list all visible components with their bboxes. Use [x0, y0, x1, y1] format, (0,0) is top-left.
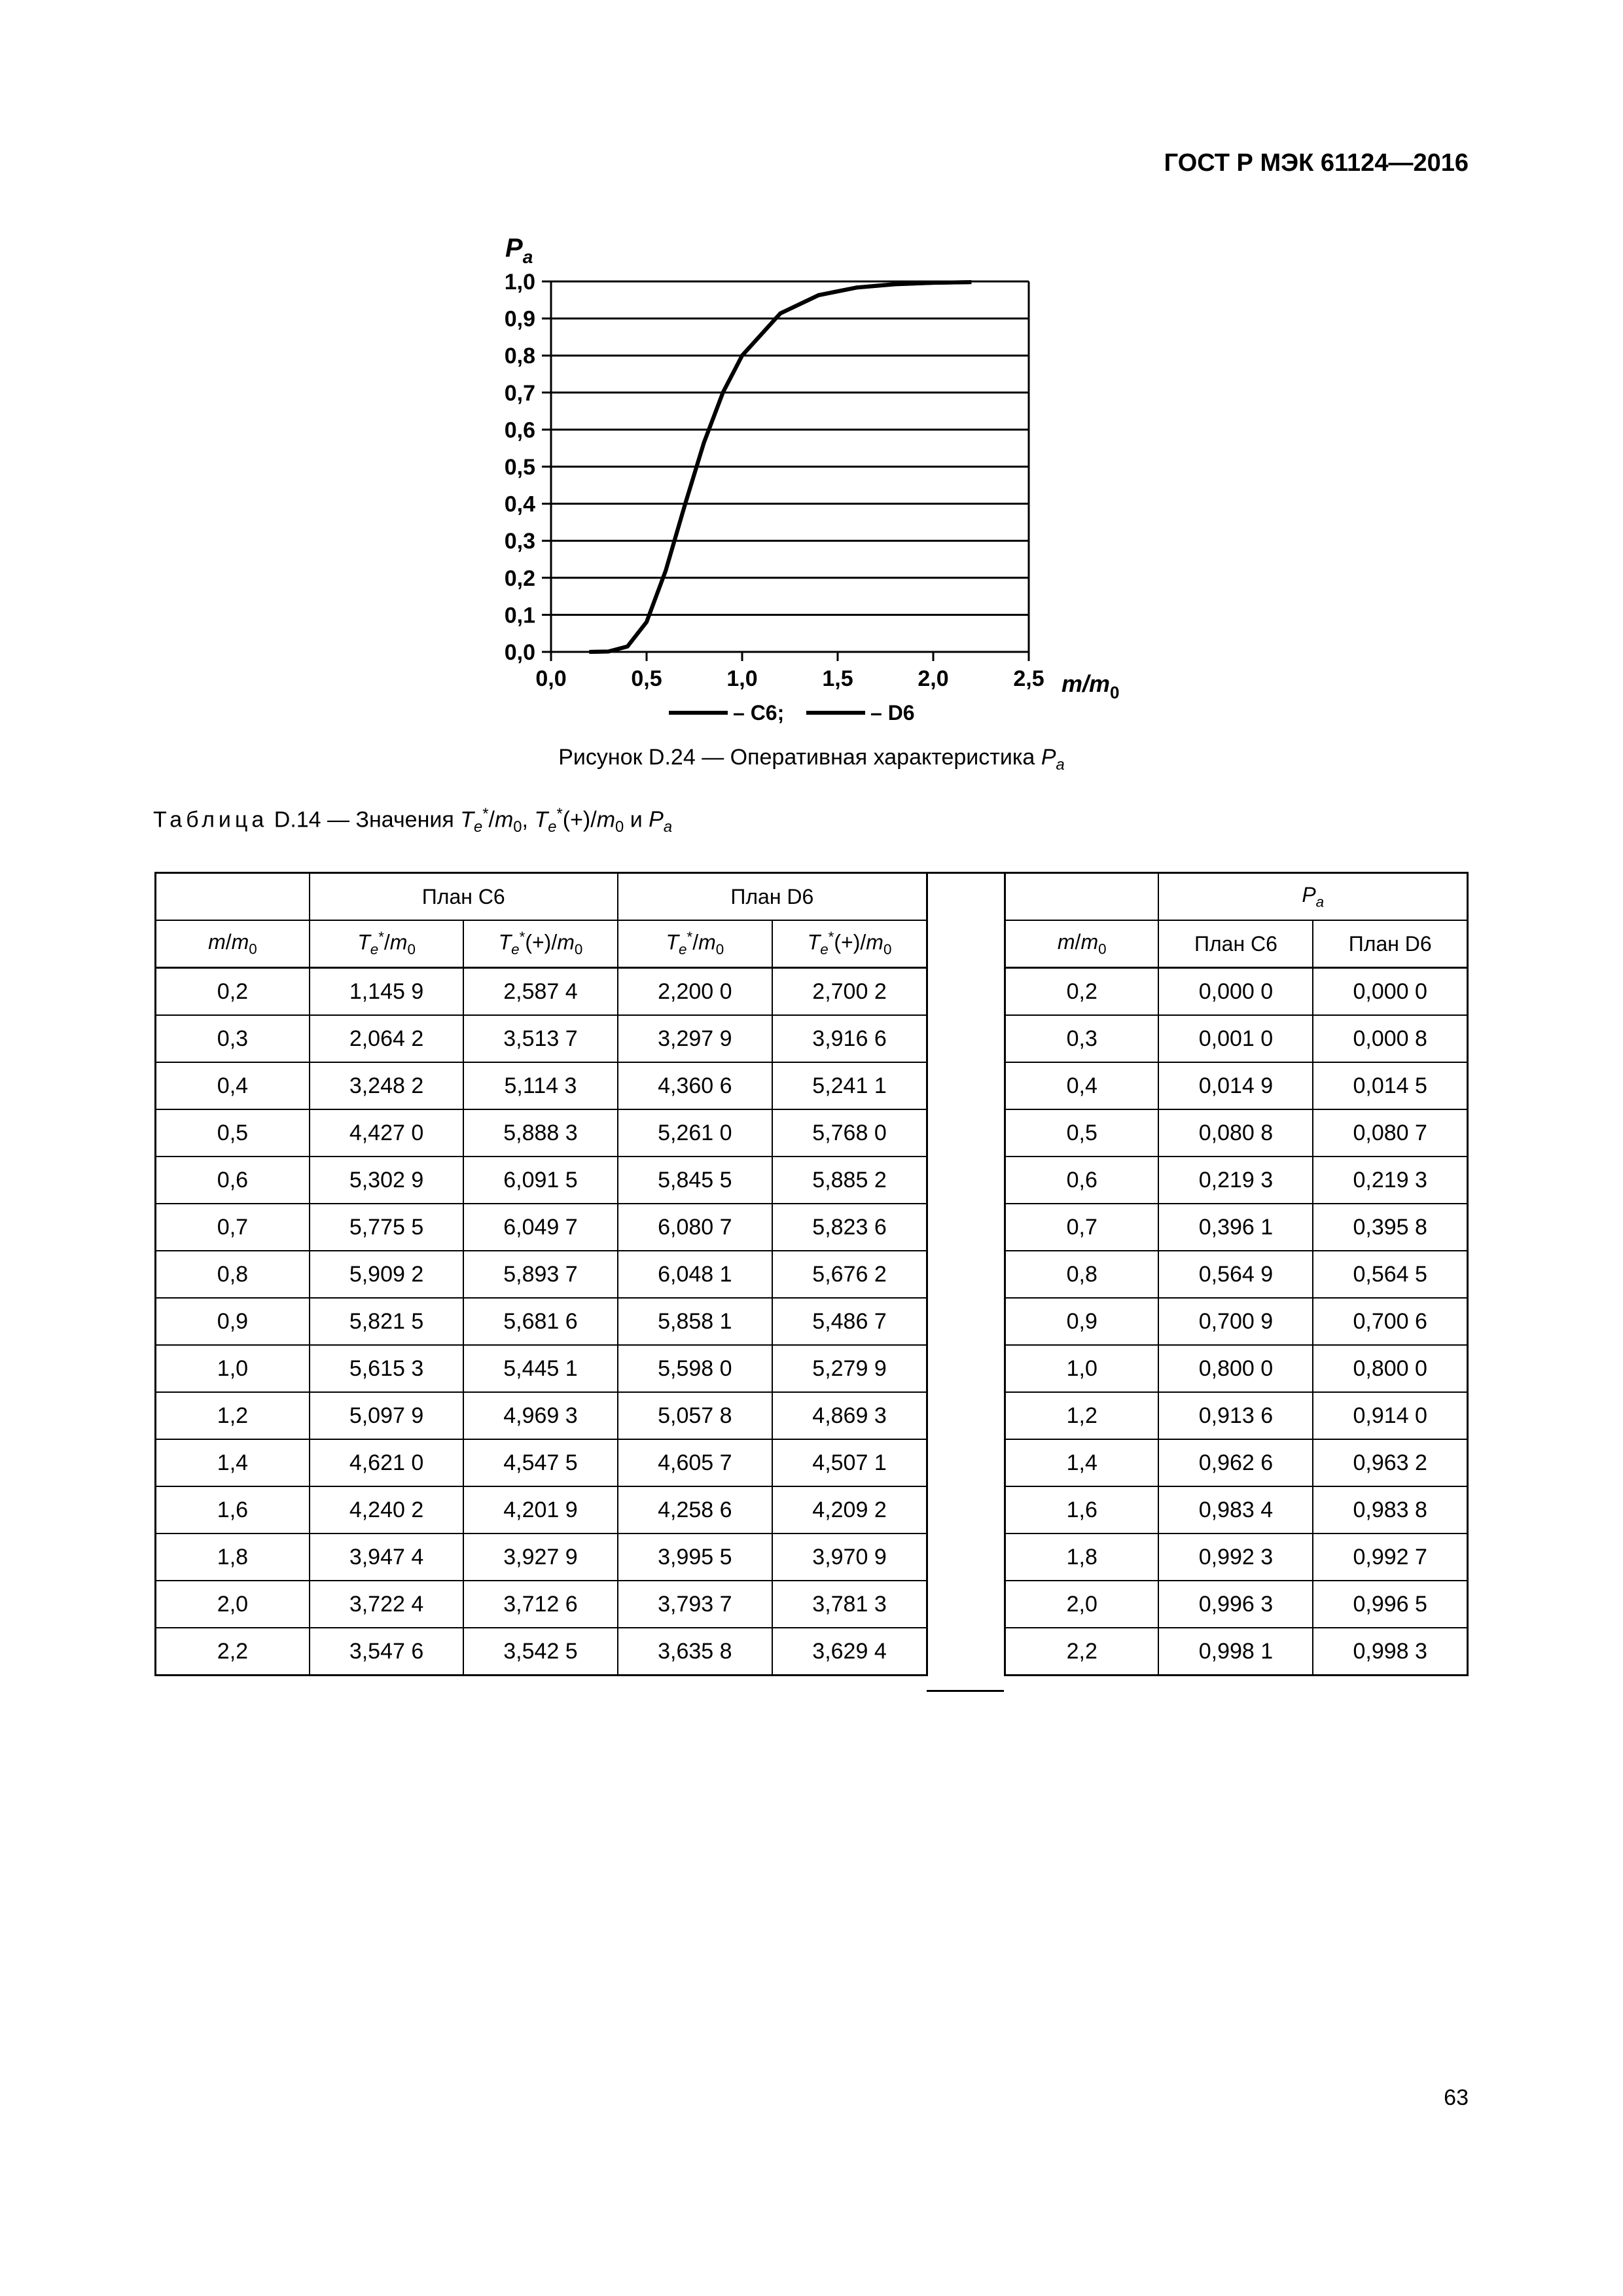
header-plan-d6-pa: План D6 — [1313, 920, 1467, 968]
x-axis-label: $m/m_0$ — [1061, 670, 1120, 702]
table-row — [1005, 1298, 1468, 1345]
table-cell: 4,507 1 — [772, 1439, 927, 1486]
table-cell: 5,445 1 — [463, 1345, 617, 1392]
table-row — [1005, 1581, 1468, 1628]
table-cell: 4,360 6 — [618, 1062, 772, 1109]
header-empty-cell — [156, 873, 310, 921]
table-cell: 0,983 4 — [1158, 1486, 1313, 1534]
table-cell: 5,598 0 — [618, 1345, 772, 1392]
table-cell: 2,0 — [156, 1581, 310, 1628]
table-cell: 5,279 9 — [772, 1345, 927, 1392]
table-cell: 0,992 3 — [1158, 1534, 1313, 1581]
header-m-m0: $m/m_0$ — [156, 920, 310, 968]
table-cell: 0,8 — [156, 1251, 310, 1298]
table-cell: 1,8 — [1005, 1534, 1159, 1581]
table-cell: 5,057 8 — [618, 1392, 772, 1439]
table-row — [156, 1628, 927, 1676]
table-cell: 5,858 1 — [618, 1298, 772, 1345]
header-m-m0: $m/m_0$ — [1005, 920, 1159, 968]
header-plan-c6-pa: План C6 — [1158, 920, 1313, 968]
table-cell: 0,800 0 — [1313, 1345, 1467, 1392]
table-cell: 5,909 2 — [310, 1251, 463, 1298]
legend-c6-label: – C6; — [733, 701, 785, 725]
table-cell: 0,5 — [1005, 1109, 1159, 1157]
table-cell: 0,998 3 — [1313, 1628, 1467, 1676]
table-cell: 3,712 6 — [463, 1581, 617, 1628]
y-tick-label: 0,3 — [504, 529, 535, 554]
table-cell: 0,014 5 — [1313, 1062, 1467, 1109]
table-row — [156, 968, 927, 1016]
table-cell: 3,542 5 — [463, 1628, 617, 1676]
y-axis-label: $P_a$ — [505, 234, 533, 267]
table-cell: 0,998 1 — [1158, 1628, 1313, 1676]
table-cell: 4,209 2 — [772, 1486, 927, 1534]
table-cell: 0,219 3 — [1158, 1157, 1313, 1204]
table-cell: 1,4 — [1005, 1439, 1159, 1486]
figure-caption — [0, 745, 1623, 774]
table-cell: 5,302 9 — [310, 1157, 463, 1204]
x-tick-label: 2,0 — [918, 666, 949, 691]
table-cell: 0,996 3 — [1158, 1581, 1313, 1628]
y-tick-label: 0,6 — [504, 418, 535, 443]
table-row — [1005, 1157, 1468, 1204]
document-code: ГОСТ Р МЭК 61124—2016 — [1164, 149, 1469, 177]
table-row — [156, 1392, 927, 1439]
table-cell: 0,3 — [156, 1015, 310, 1062]
table-cell: 3,297 9 — [618, 1015, 772, 1062]
table-cell: 1,0 — [156, 1345, 310, 1392]
table-cell: 4,240 2 — [310, 1486, 463, 1534]
header-te-plus-m0-c6: $T_e^*(+)/m_0$ — [463, 920, 617, 968]
table-cell: 3,947 4 — [310, 1534, 463, 1581]
table-cell: 3,722 4 — [310, 1581, 463, 1628]
table-cell: 3,927 9 — [463, 1534, 617, 1581]
y-tick-label: 0,7 — [504, 380, 535, 406]
table-cell: 2,2 — [156, 1628, 310, 1676]
table-row — [1005, 1345, 1468, 1392]
table-cell: 0,080 7 — [1313, 1109, 1467, 1157]
table-cell: 5,768 0 — [772, 1109, 927, 1157]
table-cell: 3,781 3 — [772, 1581, 927, 1628]
table-cell: 0,4 — [1005, 1062, 1159, 1109]
figure-caption-symbol: $P_a$ — [1041, 745, 1065, 774]
table-cell: 0,983 8 — [1313, 1486, 1467, 1534]
table-cell: 1,8 — [156, 1534, 310, 1581]
table-row — [1005, 1251, 1468, 1298]
table-cell: 5,893 7 — [463, 1251, 617, 1298]
table-cell: 6,049 7 — [463, 1204, 617, 1251]
table-cell: 3,970 9 — [772, 1534, 927, 1581]
operating-characteristic-chart — [0, 0, 1623, 740]
table-cell: 0,6 — [1005, 1157, 1159, 1204]
table-row — [156, 1581, 927, 1628]
table-cell: 3,513 7 — [463, 1015, 617, 1062]
table-cell: 1,4 — [156, 1439, 310, 1486]
table-cell: 3,916 6 — [772, 1015, 927, 1062]
header-te-plus-m0-d6: $T_e^*(+)/m_0$ — [772, 920, 927, 968]
table-cell: 0,000 0 — [1313, 968, 1467, 1016]
table-row — [1005, 1486, 1468, 1534]
table-row — [1005, 1534, 1468, 1581]
table-cell: 0,564 9 — [1158, 1251, 1313, 1298]
table-cell: 0,000 8 — [1313, 1015, 1467, 1062]
header-empty-cell — [1005, 873, 1159, 921]
header-plan-c6: План C6 — [310, 873, 618, 921]
header-pa: $P_a$ — [1158, 873, 1467, 921]
table-row — [156, 1204, 927, 1251]
x-tick-label: 0,0 — [535, 666, 567, 691]
table-cell: 5,888 3 — [463, 1109, 617, 1157]
page-number: 63 — [1444, 2085, 1469, 2110]
table-cell: 4,621 0 — [310, 1439, 463, 1486]
table-title-prefix: Таблица — [153, 807, 268, 833]
y-tick-label: 0,2 — [504, 565, 535, 591]
table-cell: 5,261 0 — [618, 1109, 772, 1157]
values-table-te — [154, 872, 928, 1676]
table-cell: 0,014 9 — [1158, 1062, 1313, 1109]
y-tick-label: 1,0 — [504, 270, 535, 295]
y-tick-label: 0,0 — [504, 640, 535, 665]
table-cell: 5,885 2 — [772, 1157, 927, 1204]
table-cell: 3,635 8 — [618, 1628, 772, 1676]
table-cell: 4,547 5 — [463, 1439, 617, 1486]
header-te-m0-c6: $T_e^*/m_0$ — [310, 920, 463, 968]
x-tick-label: 2,5 — [1013, 666, 1044, 691]
table-cell: 6,091 5 — [463, 1157, 617, 1204]
table-cell: 0,000 0 — [1158, 968, 1313, 1016]
table-cell: 0,7 — [1005, 1204, 1159, 1251]
x-tick-label: 1,5 — [822, 666, 853, 691]
table-cell: 0,996 5 — [1313, 1581, 1467, 1628]
table-row — [156, 1251, 927, 1298]
table-cell: 5,681 6 — [463, 1298, 617, 1345]
table-cell: 4,605 7 — [618, 1439, 772, 1486]
table-cell: 2,2 — [1005, 1628, 1159, 1676]
table-cell: 0,9 — [1005, 1298, 1159, 1345]
table-cell: 4,969 3 — [463, 1392, 617, 1439]
y-tick-label: 0,9 — [504, 306, 535, 332]
table-cell: 0,9 — [156, 1298, 310, 1345]
table-row — [156, 1062, 927, 1109]
table-cell: 0,962 6 — [1158, 1439, 1313, 1486]
table-cell: 4,201 9 — [463, 1486, 617, 1534]
table-cell: 0,700 9 — [1158, 1298, 1313, 1345]
table-cell: 5,823 6 — [772, 1204, 927, 1251]
table-cell: 4,869 3 — [772, 1392, 927, 1439]
table-cell: 0,395 8 — [1313, 1204, 1467, 1251]
table-cell: 0,800 0 — [1158, 1345, 1313, 1392]
table-cell: 0,913 6 — [1158, 1392, 1313, 1439]
table-cell: 3,793 7 — [618, 1581, 772, 1628]
table-cell: 4,258 6 — [618, 1486, 772, 1534]
table-cell: 6,048 1 — [618, 1251, 772, 1298]
table-cell: 0,8 — [1005, 1251, 1159, 1298]
table-cell: 1,2 — [1005, 1392, 1159, 1439]
table-cell: 1,0 — [1005, 1345, 1159, 1392]
table-row — [1005, 1628, 1468, 1676]
table-cell: 0,3 — [1005, 1015, 1159, 1062]
table-cell: 3,995 5 — [618, 1534, 772, 1581]
values-table-pa — [1004, 872, 1469, 1676]
table-cell: 5,097 9 — [310, 1392, 463, 1439]
table-cell: 5,845 5 — [618, 1157, 772, 1204]
table-row — [1005, 1015, 1468, 1062]
table-cell: 0,700 6 — [1313, 1298, 1467, 1345]
table-cell: 5,821 5 — [310, 1298, 463, 1345]
table-cell: 2,200 0 — [618, 968, 772, 1016]
table-cell: 1,145 9 — [310, 968, 463, 1016]
table-cell: 4,427 0 — [310, 1109, 463, 1157]
table-cell: 2,064 2 — [310, 1015, 463, 1062]
x-tick-label: 0,5 — [631, 666, 662, 691]
table-cell: 1,6 — [156, 1486, 310, 1534]
table-cell: 5,114 3 — [463, 1062, 617, 1109]
table-cell: 3,248 2 — [310, 1062, 463, 1109]
header-te-m0-d6: $T_e^*/m_0$ — [618, 920, 772, 968]
table-cell: 2,700 2 — [772, 968, 927, 1016]
table-cell: 2,587 4 — [463, 968, 617, 1016]
table-cell: 0,219 3 — [1313, 1157, 1467, 1204]
figure-caption-text: Рисунок D.24 — Оперативная характеристика — [558, 745, 1035, 770]
header-plan-d6: План D6 — [618, 873, 927, 921]
table-cell: 1,2 — [156, 1392, 310, 1439]
table-cell: 0,5 — [156, 1109, 310, 1157]
table-cell: 0,2 — [156, 968, 310, 1016]
table-row — [156, 1439, 927, 1486]
table-cell: 6,080 7 — [618, 1204, 772, 1251]
table-cell: 3,629 4 — [772, 1628, 927, 1676]
table-cell: 0,001 0 — [1158, 1015, 1313, 1062]
table-cell: 0,564 5 — [1313, 1251, 1467, 1298]
table-cell: 0,6 — [156, 1157, 310, 1204]
table-row — [156, 1015, 927, 1062]
table-cell: 5,615 3 — [310, 1345, 463, 1392]
y-tick-label: 0,5 — [504, 455, 535, 480]
table-cell: 0,914 0 — [1313, 1392, 1467, 1439]
y-tick-label: 0,4 — [504, 492, 535, 517]
table-row — [1005, 1439, 1468, 1486]
table-spacer-column — [927, 872, 1004, 1692]
table-cell: 0,080 8 — [1158, 1109, 1313, 1157]
table-row — [1005, 968, 1468, 1016]
table-row — [156, 1157, 927, 1204]
table-row — [156, 1298, 927, 1345]
chart-legend — [669, 701, 915, 725]
table-row — [156, 1486, 927, 1534]
table-cell: 5,775 5 — [310, 1204, 463, 1251]
table-row — [156, 1534, 927, 1581]
table-cell: 5,486 7 — [772, 1298, 927, 1345]
legend-d6-label: – D6 — [870, 701, 915, 725]
table-cell: 0,2 — [1005, 968, 1159, 1016]
table-cell: 0,963 2 — [1313, 1439, 1467, 1486]
table-title: Таблица D.14 — Значения $T_e^*/m_0$, $T_e^*(+)/m_0$ и $P_a$ — [153, 805, 673, 836]
table-cell: 2,0 — [1005, 1581, 1159, 1628]
table-row — [1005, 1392, 1468, 1439]
table-cell: 1,6 — [1005, 1486, 1159, 1534]
table-row — [1005, 1109, 1468, 1157]
chart-grid — [542, 281, 1029, 652]
table-row — [156, 1345, 927, 1392]
table-cell: 0,396 1 — [1158, 1204, 1313, 1251]
table-cell: 5,676 2 — [772, 1251, 927, 1298]
y-tick-label: 0,1 — [504, 603, 535, 628]
chart-ticks — [505, 270, 1044, 691]
y-tick-label: 0,8 — [504, 344, 535, 369]
table-cell: 3,547 6 — [310, 1628, 463, 1676]
table-row — [156, 1109, 927, 1157]
table-title-text: D.14 — Значения — [274, 807, 454, 833]
table-cell: 0,7 — [156, 1204, 310, 1251]
table-row — [1005, 1204, 1468, 1251]
table-cell: 0,4 — [156, 1062, 310, 1109]
table-cell: 5,241 1 — [772, 1062, 927, 1109]
table-row — [1005, 1062, 1468, 1109]
table-cell: 0,992 7 — [1313, 1534, 1467, 1581]
x-tick-label: 1,0 — [726, 666, 758, 691]
